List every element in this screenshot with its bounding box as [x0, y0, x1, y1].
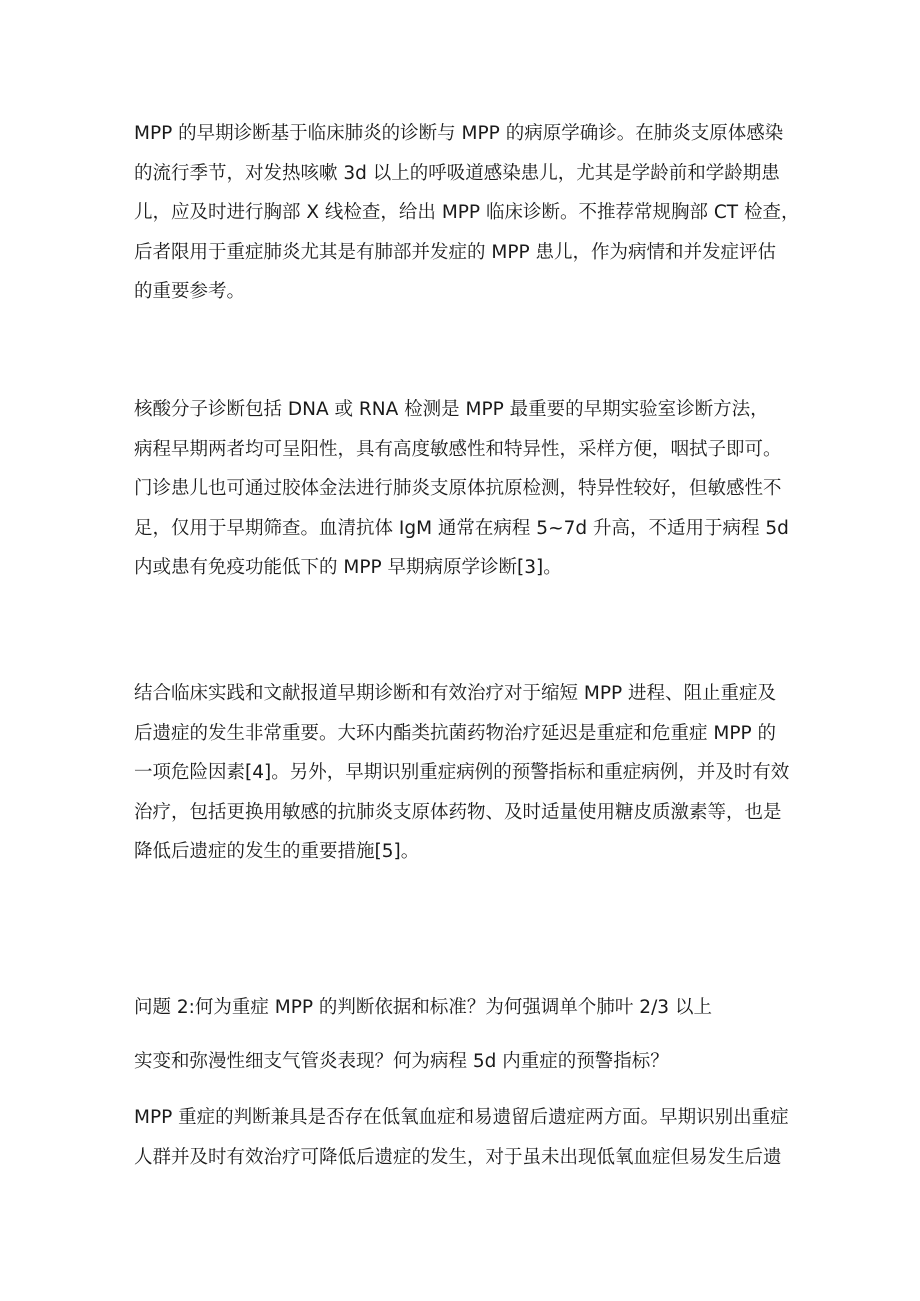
text-line: 治疗，包括更换用敏感的抗肺炎支原体药物、及时适量使用糖皮质激素等，也是: [134, 801, 782, 823]
text-line: 一项危险因素[4]。另外，早期识别重症病例的预警指标和重症病例，并及时有效: [134, 762, 790, 784]
text-line: MPP 重症的判断兼具是否存在低氧血症和易遗留后遗症两方面。早期识别出重症: [134, 1107, 789, 1128]
text-line: 后者限用于重症肺炎尤其是有肺部并发症的 MPP 患儿，作为病情和并发症评估: [134, 241, 777, 263]
text-line: MPP 的早期诊断基于临床肺炎的诊断与 MPP 的病原学确诊。在肺炎支原体感染: [134, 123, 784, 144]
text-line: 核酸分子诊断包括 DNA 或 RNA 检测是 MPP 最重要的早期实验室诊断方法，: [134, 399, 769, 420]
text-line: 病程早期两者均可呈阳性，具有高度敏感性和特异性，采样方便，咽拭子即可。: [134, 438, 782, 460]
text-line: 后遗症的发生非常重要。大环内酯类抗菌药物治疗延迟是重症和危重症 MPP 的: [134, 722, 777, 744]
text-line: 的重要参考。: [134, 281, 246, 303]
text-line: 的流行季节，对发热咳嗽 3d 以上的呼吸道感染患儿，尤其是学龄前和学龄期患: [134, 162, 780, 184]
text-line: 足，仅用于早期筛查。血清抗体 IgM 通常在病程 5~7d 升高，不适用于病程 5d: [134, 517, 789, 539]
question-text: 实变和弥漫性细支气管炎表现？何为病程 5d 内重症的预警指标？: [134, 1051, 669, 1072]
text-line: 降低后遗症的发生的重要措施[5]。: [134, 841, 420, 863]
question-heading-line-2: [134, 1046, 794, 1078]
text-line: 结合临床实践和文献报道早期诊断和有效治疗对于缩短 MPP 进程、阻止重症及: [134, 683, 777, 704]
paragraph-early-treatment: [134, 678, 794, 876]
text-line: 人群并及时有效治疗可降低后遗症的发生，对于虽未出现低氧血症但易发生后遗: [134, 1146, 782, 1168]
paragraph-answer: [134, 1102, 794, 1181]
paragraph-early-diagnosis: [134, 118, 800, 316]
text-line: 儿，应及时进行胸部 X 线检查，给出 MPP 临床诊断。不推荐常规胸部 CT 检查，: [134, 202, 800, 224]
question-heading-line-1: [134, 992, 794, 1024]
question-text: 问题 2:何为重症 MPP 的判断依据和标准？为何强调单个肺叶 2/3 以上: [134, 997, 712, 1018]
paragraph-molecular-diagnosis: [134, 394, 794, 592]
text-line: 内或患有免疫功能低下的 MPP 早期病原学诊断[3]。: [134, 557, 562, 579]
text-line: 门诊患儿也可通过胶体金法进行肺炎支原体抗原检测，特异性较好，但敏感性不: [134, 478, 782, 500]
